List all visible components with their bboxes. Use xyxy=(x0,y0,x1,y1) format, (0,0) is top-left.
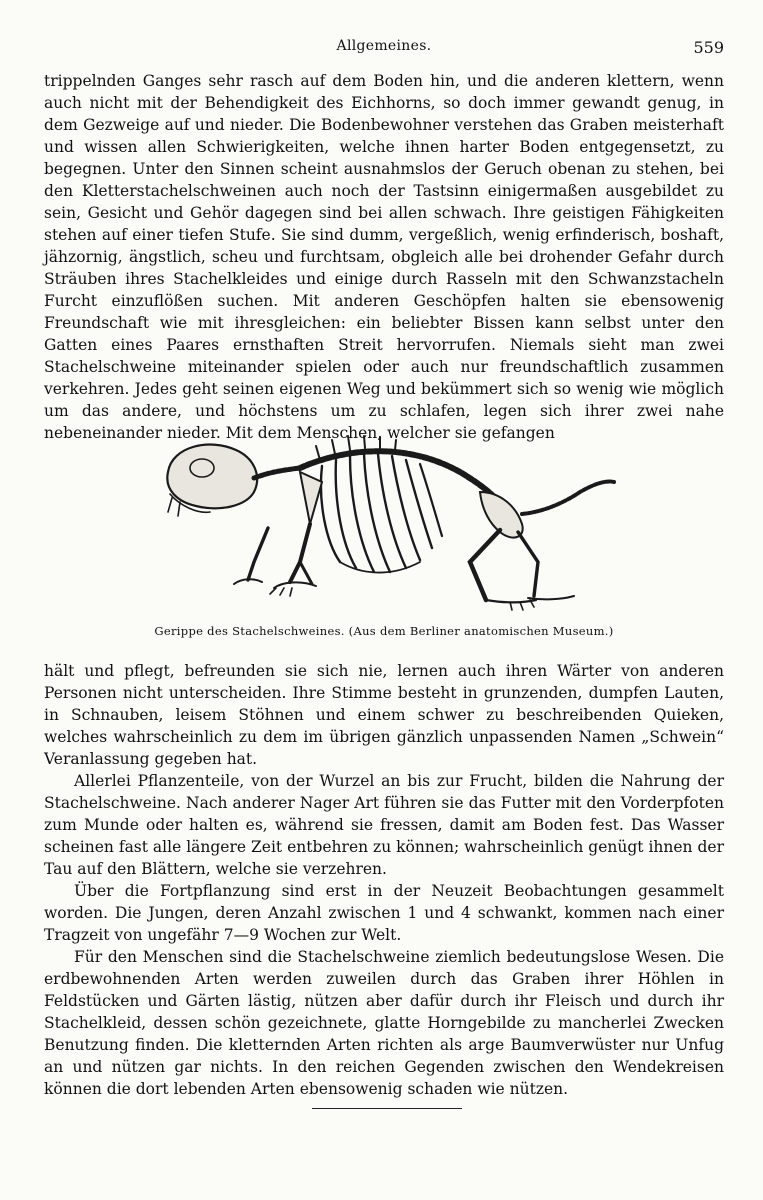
paragraph: trippelnden Ganges sehr rasch auf dem Boden hin, und die anderen klettern, wenn auch nicht mit der Behendigkeit des Eichhorns, so doch immer gewandt genug, in dem Gezweige auf und nieder. Die Bodenbewohner verstehen das Graben meisterhaft und wissen allen Schwierigkeiten, welche ihnen harter Boden entgegensetzt, zu begegnen. Unter den Sinnen scheint ausnahmslos der Geruch obenan zu stehen, bei den Kletterstachelschweinen auch noch der Tastsinn einigermaßen ausgebildet zu sein, Gesicht und Gehör dagegen sind bei allen schwach. Ihre geistigen Fähigkeiten stehen auf einer tiefen Stufe. Sie sind dumm, vergeßlich, wenig erfinderisch, boshaft, jähzornig, ängstlich, scheu und furchtsam, obgleich alle bei drohender Gefahr durch Sträuben ihres Stachelkleides und einige durch Rasseln mit den Schwanzstacheln Furcht einzuflößen suchen. Mit anderen Geschöpfen halten sie ebensowenig Freundschaft wie mit ihresgleichen: ein beliebter Bissen kann selbst unter den Gatten eines Paares ernsthaften Streit hervorrufen. Niemals sieht man zwei Stachelschweine miteinander spielen oder auch nur freundschaftlich zusammen verkehren. Jedes geht seinen eigenen Weg und bekümmert sich so wenig wie möglich um das andere, und höchstens um zu schlafen, legen sich ihrer zwei nahe nebeneinander nieder. Mit dem Menschen, welcher sie gefangen xyxy=(44,72,724,442)
text-block-top xyxy=(44,70,724,444)
porcupine-skeleton-illustration xyxy=(150,432,620,622)
skeleton-figure xyxy=(150,432,620,622)
running-head: Allgemeines. xyxy=(336,38,432,54)
page-number: 559 xyxy=(693,38,724,57)
paragraph: Allerlei Pflanzenteile, von der Wurzel an bis zur Frucht, bilden die Nahrung der Stachelschweine. Nach anderer Nager Art führen sie das Futter mit den Vorderpfoten zum Munde oder halten es, während sie fressen, damit am Boden fest. Das Wasser scheinen fast alle längere Zeit entbehren zu können; wahrscheinlich genügt ihnen der Tau auf den Blättern, welche sie verzehren. xyxy=(44,772,724,878)
text-block-bottom xyxy=(44,660,724,1100)
paragraph: Für den Menschen sind die Stachelschweine ziemlich bedeutungslose Wesen. Die erdbewohnenden Arten werden zuweilen durch das Graben ihrer Höhlen in Feldstücken und Gärten lästig, nützen aber dafür durch ihr Fleisch und durch ihr Stachelkleid, dessen schön gezeichnete, glatte Horngebilde zu mancherlei Zwecken Benutzung finden. Die kletternden Arten richten als arge Baumverwüster nur Unfug an und nützen gar nichts. In den reichen Gegenden zwischen den Wendekreisen können die dort lebenden Arten ebensowenig schaden wie nützen. xyxy=(44,948,724,1098)
paragraph: Über die Fortpflanzung sind erst in der Neuzeit Beobachtungen gesammelt worden. Die Jungen, deren Anzahl zwischen 1 und 4 schwankt, kommen nach einer Tragzeit von ungefähr 7—9 Wochen zur Welt. xyxy=(44,882,724,944)
figure-caption: Gerippe des Stachelschweines. (Aus dem Berliner anatomischen Museum.) xyxy=(154,624,614,638)
paragraph: hält und pflegt, befreunden sie sich nie, lernen auch ihren Wärter von anderen Personen nicht unterscheiden. Ihre Stimme besteht in grunzenden, dumpfen Lauten, in Schnauben, leisem Stöhnen und einem schwer zu beschreibenden Quieken, welches wahrscheinlich zu dem im übrigen gänzlich unpassenden Namen „Schwein“ Veranlassung gegeben hat. xyxy=(44,662,724,768)
end-rule xyxy=(312,1108,462,1109)
page-header xyxy=(44,38,724,60)
